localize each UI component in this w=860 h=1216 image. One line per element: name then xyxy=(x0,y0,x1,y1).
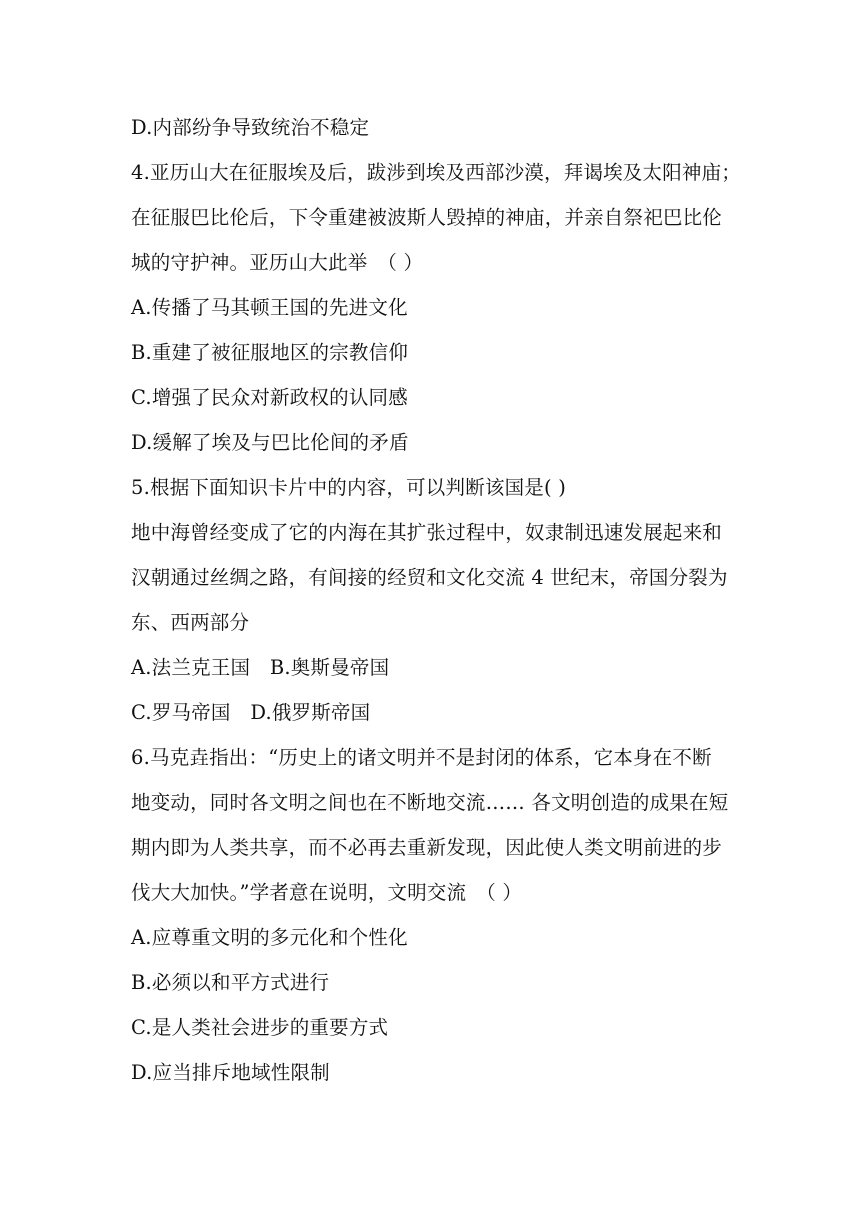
q6-stem-line-4: 伐大大加快。”学者意在说明，文明交流 （ ） xyxy=(131,881,523,904)
q4-option-b: B.重建了被征服地区的宗教信仰 xyxy=(131,341,409,364)
q6-option-d: D.应当排斥地域性限制 xyxy=(131,1061,330,1084)
q3-option-d: D.内部纷争导致统治不稳定 xyxy=(131,116,370,139)
q4-option-a: A.传播了马其顿王国的先进文化 xyxy=(131,296,408,319)
q6-stem-line-1: 6.马克垚指出：“历史上的诸文明并不是封闭的体系，它本身在不断 xyxy=(131,746,712,769)
q5-options-row-1: A.法兰克王国 B.奥斯曼帝国 xyxy=(131,656,390,679)
q4-option-d: D.缓解了埃及与巴比伦间的矛盾 xyxy=(131,431,409,454)
q5-stem: 5.根据下面知识卡片中的内容，可以判断该国是( ) xyxy=(131,476,567,499)
q5-card-line-3: 东、西两部分 xyxy=(131,611,250,634)
q5-card-line-2: 汉朝通过丝绸之路，有间接的经贸和文化交流 4 世纪末，帝国分裂为 xyxy=(131,566,728,589)
q6-option-c: C.是人类社会进步的重要方式 xyxy=(131,1016,389,1039)
q6-option-b: B.必须以和平方式进行 xyxy=(131,971,330,994)
q4-option-c: C.增强了民众对新政权的认同感 xyxy=(131,386,408,409)
q6-stem-line-3: 期内即为人类共享，而不必再去重新发现，因此使人类文明前进的步 xyxy=(131,836,723,859)
q4-stem-line-3: 城的守护神。亚历山大此举 （ ） xyxy=(131,251,424,274)
q5-card-line-1: 地中海曾经变成了它的内海在其扩张过程中，奴隶制迅速发展起来和 xyxy=(131,521,723,544)
q6-option-a: A.应尊重文明的多元化和个性化 xyxy=(131,926,408,949)
q6-stem-line-2: 地变动，同时各文明之间也在不断地交流…… 各文明创造的成果在短 xyxy=(131,791,729,814)
q4-stem-line-2: 在征服巴比伦后，下令重建被波斯人毁掉的神庙，并亲自祭祀巴比伦 xyxy=(131,206,723,229)
q5-options-row-2: C.罗马帝国 D.俄罗斯帝国 xyxy=(131,701,371,724)
q4-stem-line-1: 4.亚历山大在征服埃及后，跋涉到埃及西部沙漠，拜谒埃及太阳神庙； xyxy=(131,161,742,184)
